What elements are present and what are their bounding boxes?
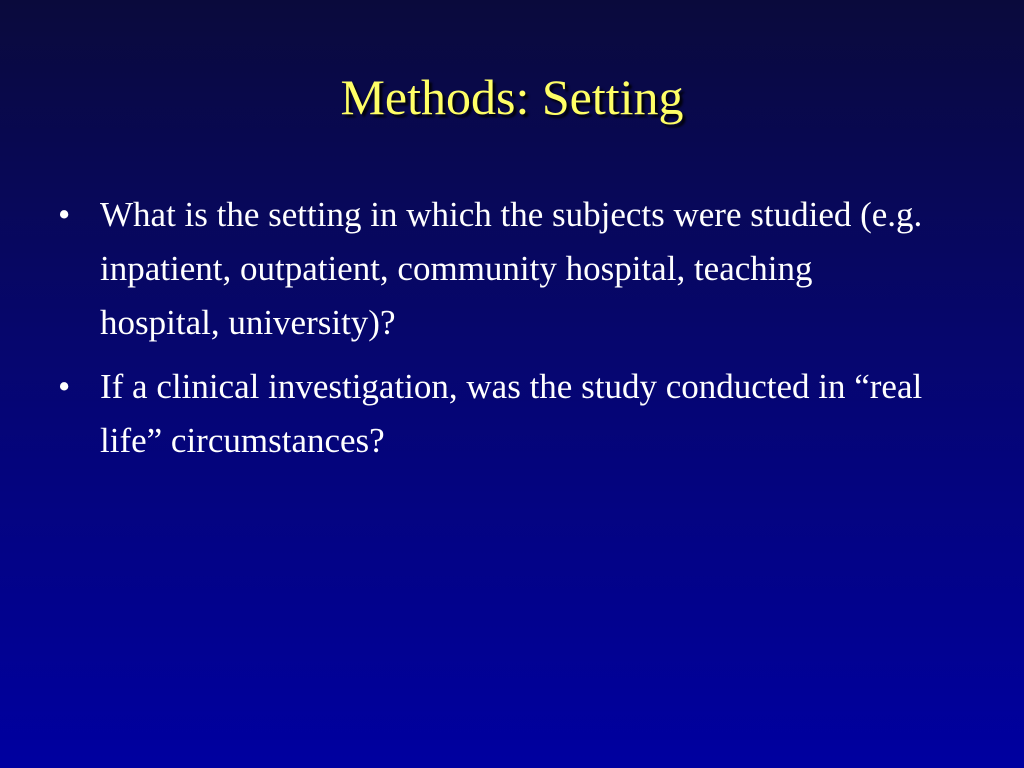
bullet-icon: • — [58, 367, 71, 406]
bullet-item — [58, 188, 938, 350]
bullet-text: If a clinical investigation, was the study conducted in “real life” circumstances? — [100, 367, 923, 460]
bullet-icon: • — [58, 195, 71, 234]
bullet-item — [58, 360, 938, 468]
slide-title: Methods: Setting — [340, 69, 684, 125]
bullet-text: What is the setting in which the subjects were studied (e.g. inpatient, outpatient, community hospital, teaching hospital, university)? — [100, 195, 923, 342]
bullet-list — [58, 188, 938, 478]
